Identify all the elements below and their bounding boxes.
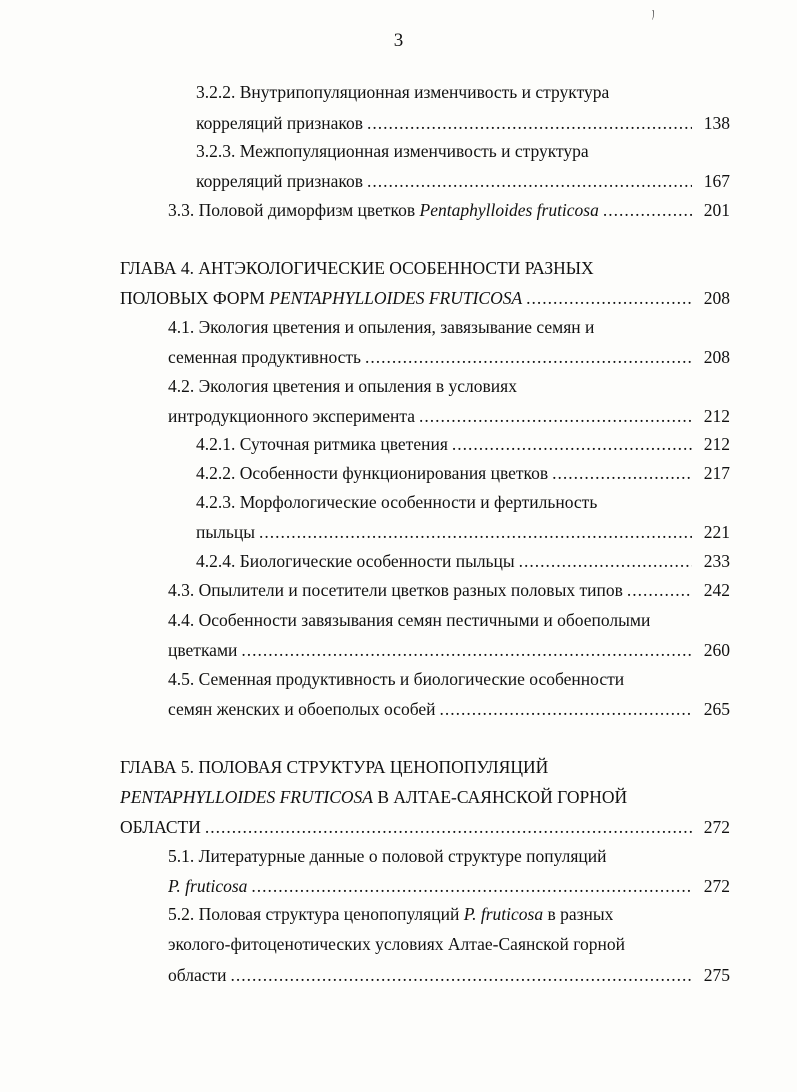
toc-text: P. fruticosa	[168, 876, 248, 896]
toc-entry[interactable]	[168, 402, 730, 430]
toc-page: 265	[703, 699, 730, 719]
toc-text: семян женских и обоеполых особей	[168, 699, 436, 719]
toc-text: 4.3. Опылители и посетители цветков разных половых типов	[168, 580, 623, 600]
toc-line	[168, 313, 594, 341]
toc-entry[interactable]	[168, 576, 730, 604]
toc-line	[196, 137, 589, 165]
toc-entry[interactable]	[168, 961, 730, 989]
toc-text: области	[168, 965, 227, 985]
chapter-heading	[120, 753, 548, 781]
toc-text: 4.1. Экология цветения и опыления, завязывание семян и	[168, 317, 595, 337]
leader-dots	[519, 547, 692, 575]
toc-page: 233	[703, 551, 730, 571]
toc-line	[168, 372, 517, 400]
toc-entry[interactable]	[196, 109, 730, 137]
chapter-heading	[120, 254, 594, 282]
toc-text: 3.2.3. Межпопуляционная изменчивость и структура	[196, 141, 589, 161]
leader-dots	[251, 872, 692, 900]
toc-page: 275	[703, 965, 730, 985]
toc-entry[interactable]	[196, 167, 730, 195]
leader-dots	[241, 636, 692, 664]
toc-text: 4.5. Семенная продуктивность и биологические особенности	[168, 669, 625, 689]
toc-page: 201	[703, 200, 730, 220]
leader-dots	[526, 284, 692, 312]
leader-dots	[365, 343, 692, 371]
leader-dots	[552, 459, 692, 487]
toc-entry[interactable]	[168, 343, 730, 371]
toc-entry[interactable]	[196, 518, 730, 546]
toc-text: 4.4. Особенности завязывания семян пестичными и обоеполыми	[168, 610, 651, 630]
toc-text: PENTAPHYLLOIDES FRUTICOSA В АЛТАЕ-САЯНСКОЙ ГОРНОЙ	[120, 787, 628, 807]
toc-page: 167	[703, 171, 730, 191]
leader-dots	[367, 167, 692, 195]
toc-page: 208	[703, 347, 730, 367]
leader-dots	[259, 518, 692, 546]
toc-text: корреляций признаков	[196, 113, 364, 133]
chapter-heading	[120, 783, 627, 811]
toc-page: 217	[703, 463, 730, 483]
leader-dots	[603, 196, 692, 224]
leader-dots	[419, 402, 692, 430]
toc-text: ГЛАВА 4. АНТЭКОЛОГИЧЕСКИЕ ОСОБЕННОСТИ РАЗНЫХ	[120, 258, 594, 278]
leader-dots	[205, 813, 692, 841]
toc-text: 4.2. Экология цветения и опыления в условиях	[168, 376, 517, 396]
toc-entry[interactable]	[120, 813, 730, 841]
toc-line	[168, 606, 650, 634]
toc-text: пыльцы	[196, 522, 255, 542]
toc-page: 272	[703, 817, 730, 837]
toc-entry[interactable]	[168, 196, 730, 224]
scan-mark: ﾉ	[647, 7, 659, 23]
toc-line	[168, 665, 624, 693]
toc-text: 4.2.1. Суточная ритмика цветения	[196, 434, 448, 454]
toc-page: 242	[703, 580, 730, 600]
leader-dots	[367, 109, 692, 137]
leader-dots	[231, 961, 693, 989]
toc-page: 260	[703, 640, 730, 660]
toc-text: семенная продуктивность	[168, 347, 362, 367]
leader-dots	[452, 430, 692, 458]
toc-text: цветками	[168, 640, 238, 660]
toc-text: корреляций признаков	[196, 171, 364, 191]
toc-line	[196, 488, 597, 516]
toc-line	[168, 900, 613, 928]
page-number: 3	[393, 30, 404, 51]
toc-entry[interactable]	[168, 636, 730, 664]
toc-page: 138	[703, 113, 730, 133]
leader-dots	[440, 695, 693, 723]
toc-entry[interactable]	[196, 459, 730, 487]
toc-entry[interactable]	[196, 430, 730, 458]
toc-page: 212	[703, 434, 730, 454]
toc-text: ОБЛАСТИ	[120, 817, 201, 837]
toc-text: ГЛАВА 5. ПОЛОВАЯ СТРУКТУРА ЦЕНОПОПУЛЯЦИЙ	[120, 757, 549, 777]
toc-page: 221	[703, 522, 730, 542]
toc-entry[interactable]	[168, 872, 730, 900]
toc-text: 5.2. Половая структура ценопопуляций P. fruticosa в разных	[168, 904, 614, 924]
toc-page: 208	[703, 288, 730, 308]
toc-entry[interactable]	[168, 695, 730, 723]
toc-text: интродукционного эксперимента	[168, 406, 415, 426]
toc-page: 272	[703, 876, 730, 896]
toc-text: 3.2.2. Внутрипопуляционная изменчивость и структура	[196, 82, 610, 102]
toc-page: 212	[703, 406, 730, 426]
toc-text: 4.2.4. Биологические особенности пыльцы	[196, 551, 515, 571]
toc-text: ПОЛОВЫХ ФОРМ PENTAPHYLLOIDES FRUTICOSA	[120, 288, 523, 308]
toc-text: эколого-фитоценотических условиях Алтае-Саянской горной	[168, 934, 625, 954]
leader-dots	[627, 576, 692, 604]
toc-line	[196, 78, 609, 106]
toc-text: 4.2.3. Морфологические особенности и фертильность	[196, 492, 598, 512]
toc-line	[168, 842, 607, 870]
toc-entry[interactable]	[196, 547, 730, 575]
toc-text: 5.1. Литературные данные о половой структуре популяций	[168, 846, 607, 866]
toc-entry[interactable]	[120, 284, 730, 312]
toc-text: 3.3. Половой диморфизм цветков Pentaphylloides fruticosa	[168, 200, 599, 220]
toc-line	[168, 930, 625, 958]
toc-text: 4.2.2. Особенности функционирования цветков	[196, 463, 549, 483]
